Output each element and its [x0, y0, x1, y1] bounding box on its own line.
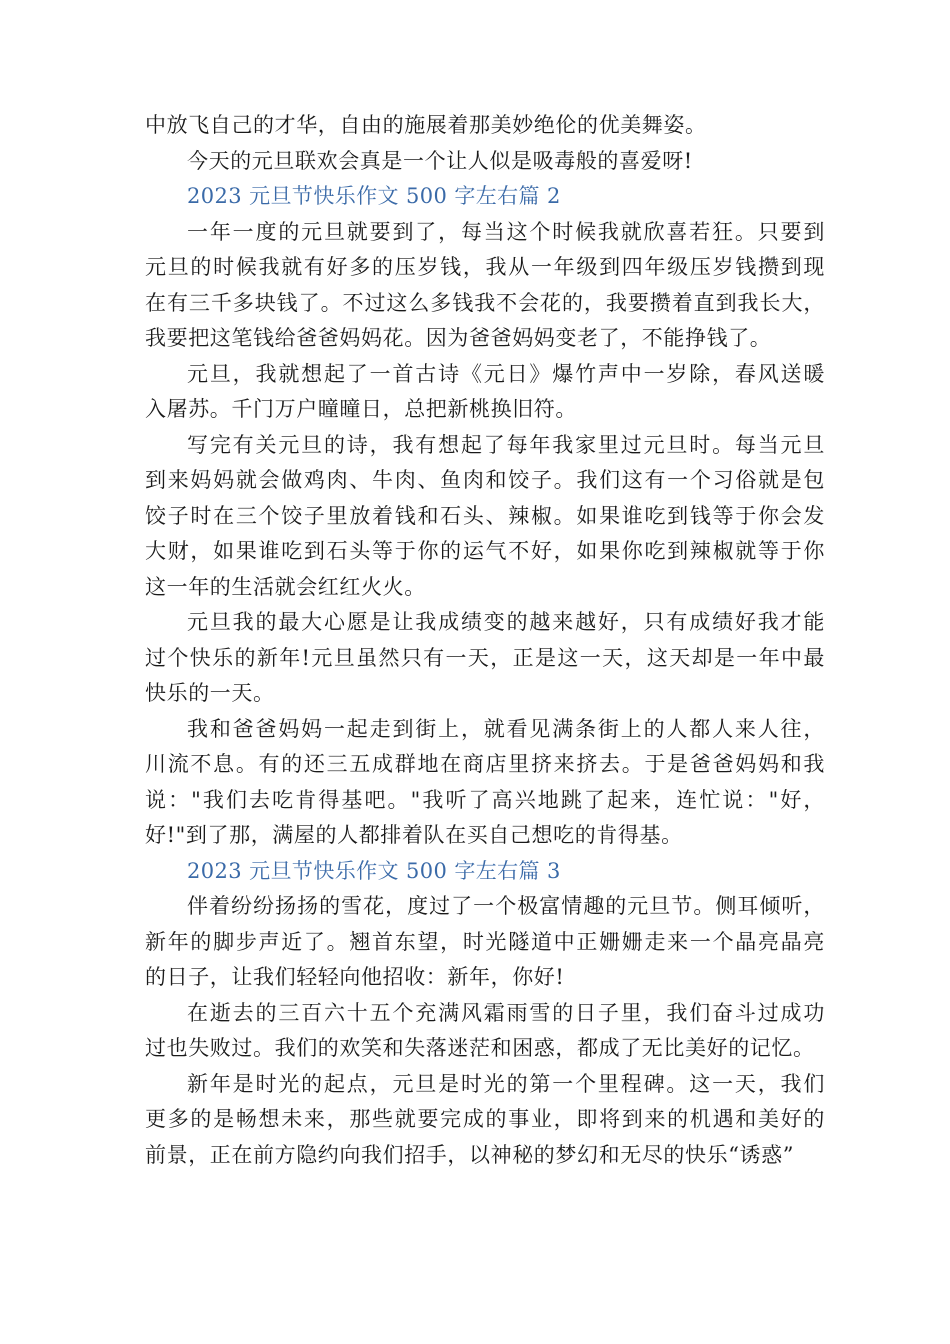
- paragraph-line: 新年的脚步声近了。翘首东望，时光隧道中正姗姗走来一个晶亮晶亮: [145, 929, 825, 954]
- paragraph-line: 到来妈妈就会做鸡肉、牛肉、鱼肉和饺子。我们这有一个习俗就是包: [145, 468, 825, 492]
- paragraph-line: 前景，正在前方隐约向我们招手，以神秘的梦幻和无尽的快乐“诱惑”: [145, 1142, 795, 1167]
- paragraph-line: 更多的是畅想未来，那些就要完成的事业，即将到来的机遇和美好的: [145, 1107, 825, 1131]
- paragraph-line: 在有三千多块钱了。不过这么多钱我不会花的，我要攒着直到我长大，: [145, 290, 825, 315]
- paragraph-line: 元旦的时候我就有好多的压岁钱，我从一年级到四年级压岁钱攒到现: [145, 255, 825, 279]
- paragraph-line: 在逝去的三百六十五个充满风霜雨雪的日子里，我们奋斗过成功: [187, 1000, 825, 1025]
- paragraph: [145, 215, 825, 357]
- paragraph-line: 说："我们去吃肯得基吧。"我听了高兴地跳了起来，连忙说："好，: [145, 787, 825, 812]
- paragraph-line: 大财，如果谁吃到石头等于你的运气不好，如果你吃到辣椒就等于你: [145, 539, 825, 563]
- paragraph: [145, 428, 825, 606]
- paragraph-line: 这一年的生活就会红红火火。: [145, 574, 426, 599]
- paragraph: [145, 996, 825, 1067]
- paragraph: [145, 889, 825, 996]
- paragraph-line: 过个快乐的新年!元旦虽然只有一天，正是这一天，这天却是一年中最: [145, 645, 825, 670]
- paragraph-line: 我和爸爸妈妈一起走到街上，就看见满条街上的人都人来人往，: [187, 716, 825, 741]
- paragraph-line: 写完有关元旦的诗，我有想起了每年我家里过元旦时。每当元旦: [187, 432, 825, 457]
- paragraph-line: 伴着纷纷扬扬的雪花，度过了一个极富情趣的元旦节。侧耳倾听，: [187, 894, 825, 918]
- paragraph-line: 中放飞自己的才华，自由的施展着那美妙绝伦的优美舞姿。: [145, 113, 707, 137]
- section-heading: 2023 元旦节快乐作文 500 字左右篇 3: [187, 858, 561, 883]
- paragraph-line: 好!"到了那，满屋的人都排着队在买自己想吃的肯得基。: [145, 823, 683, 847]
- paragraph-line: 的日子，让我们轻轻向他招收：新年，你好!: [145, 965, 565, 989]
- paragraph-line: 快乐的一天。: [145, 681, 275, 705]
- paragraph-line: 新年是时光的起点，元旦是时光的第一个里程碑。这一天，我们: [187, 1071, 825, 1096]
- paragraph-line: 入屠苏。千门万户曈曈日，总把新桃换旧符。: [145, 397, 577, 421]
- paragraph: [145, 108, 825, 144]
- paragraph: [145, 712, 825, 854]
- paragraph-line: 饺子时在三个饺子里放着钱和石头、辣椒。如果谁吃到钱等于你会发: [145, 503, 825, 528]
- paragraph: [145, 357, 825, 428]
- paragraph: [145, 605, 825, 712]
- paragraph-line: 我要把这笔钱给爸爸妈妈花。因为爸爸妈妈变老了，不能挣钱了。: [145, 326, 772, 350]
- paragraph: [145, 1067, 825, 1174]
- paragraph: [145, 144, 825, 180]
- section-heading: 2023 元旦节快乐作文 500 字左右篇 2: [187, 184, 561, 208]
- document-page: [145, 108, 825, 1173]
- paragraph-line: 今天的元旦联欢会真是一个让人似是吸毒般的喜爱呀!: [187, 148, 693, 173]
- paragraph-line: 元旦我的最大心愿是让我成绩变的越来越好，只有成绩好我才能: [187, 610, 825, 634]
- paragraph-line: 一年一度的元旦就要到了，每当这个时候我就欣喜若狂。只要到: [187, 219, 825, 244]
- paragraph-line: 川流不息。有的还三五成群地在商店里挤来挤去。于是爸爸妈妈和我: [145, 752, 825, 776]
- paragraph-line: 元旦，我就想起了一首古诗《元日》爆竹声中一岁除，春风送暖: [187, 361, 825, 386]
- paragraph-line: 过也失败过。我们的欢笑和失落迷茫和困惑，都成了无比美好的记忆。: [145, 1036, 815, 1060]
